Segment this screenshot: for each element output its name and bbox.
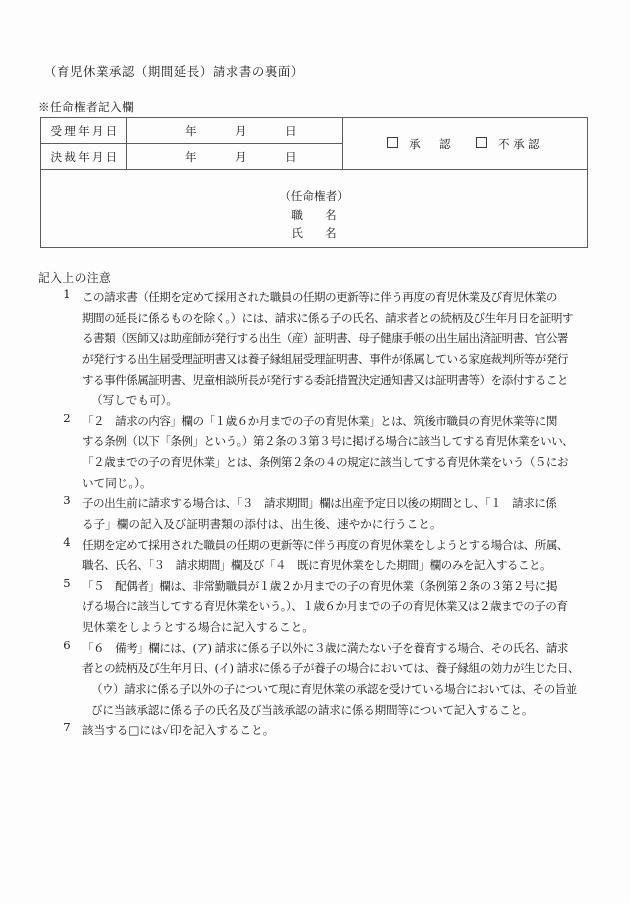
note-body [38, 287, 606, 411]
note-line: 「６ 備考」欄には、(ア) 請求に係る子以外に３歳に満たない子を養育する場合、その氏名、請求 [82, 640, 568, 655]
approval-decision-cell [343, 118, 588, 170]
note-body [38, 638, 606, 721]
notes-heading: 記入上の注意 [38, 271, 112, 285]
decision-day-unit: 日 [285, 149, 297, 164]
note-item [38, 411, 606, 494]
note-line: 任期を定めて採用された職員の任期の更新等に伴う再度の育児休業をしようとする場合は、所属、 [82, 537, 568, 552]
decision-year-unit: 年 [185, 149, 197, 164]
note-body [38, 576, 606, 638]
note-number: 4 [63, 534, 71, 549]
note-line: する事件係属証明書、児童相談所長が発行する委託措置決定通知書又は証明書等）を添付すること [82, 372, 568, 387]
receipt-date-label: 受理年月日 [41, 118, 127, 144]
approve-label: 承 認 [409, 136, 454, 151]
note-line: 期間の延長に係るものを除く。）には、請求に係る子の氏名、請求者との続柄及び生年月日を証明す [82, 310, 573, 325]
note-number: 6 [63, 637, 71, 652]
note-item [38, 535, 606, 576]
receipt-day-unit: 日 [285, 123, 297, 138]
note-line: びに当該承認に係る子の氏名及び当該承認の請求に係る期間等について記入すること。 [91, 702, 534, 717]
table-row-signature [41, 170, 588, 248]
table-row-receipt-date [41, 118, 588, 144]
decision-date-label: 決裁年月日 [41, 144, 127, 170]
post-value: 名 [325, 207, 337, 222]
note-number: 1 [63, 287, 71, 301]
note-line: げる場合に該当してする育児休業をいう。）、１歳６か月までの子の育児休業又は２歳までの子の育 [82, 599, 568, 614]
note-number: 2 [63, 410, 71, 425]
note-line: が発行する出生届受理証明書又は養子縁組届受理証明書、事件が係属している家庭裁判所等が発行 [82, 351, 568, 366]
post-name-row [41, 206, 587, 225]
note-number: 7 [63, 720, 71, 735]
note-line: 児休業をしようとする場合に記入すること。 [82, 620, 314, 634]
note-body [38, 493, 606, 534]
note-number: 5 [63, 575, 71, 590]
notes-list [38, 287, 606, 741]
decision-date-field[interactable] [127, 144, 343, 170]
note-line: 者との続柄及び生年月日、(イ) 請求に係る子が養子の場合においては、養子縁組の効力が生じた日、 [82, 661, 580, 676]
person-name-row [41, 224, 587, 243]
note-line: （ウ）請求に係る子以外の子について現に育児休業の承認を受けている場合においては、その旨並 [91, 681, 577, 696]
note-item [38, 287, 606, 411]
note-body [38, 535, 606, 576]
note-line: 「５ 配偶者」欄は、非常勤職員が１歳２か月までの子の育児休業（条例第２条の３第２号に掲 [82, 578, 557, 593]
note-line: 職名、氏名、「３ 請求期間」欄及び「４ 既に育児休業をした期間」欄のみを記入すること。 [82, 558, 552, 573]
name-value: 名 [325, 226, 337, 241]
appointer-signature-cell[interactable] [41, 170, 588, 248]
receipt-date-field[interactable] [127, 118, 343, 144]
note-line: 子の出生前に請求する場合は、「３ 請求期間」欄は出産予定日以後の期間とし、「１ 請求に係 [82, 496, 557, 511]
note-line: 「２ 請求の内容」欄の「１歳６か月までの子の育児休業」とは、筑後市職員の育児休業等に関 [82, 413, 557, 428]
note-item [38, 720, 606, 741]
note-line: （写しでも可）。 [91, 393, 178, 408]
note-line: る書類（医師又は助産師が発行する出生（産）証明書、母子健康手帳の出生届出済証明書、官公署 [82, 331, 568, 346]
reject-checkbox[interactable] [476, 137, 487, 148]
page-title: （育児休業承認（期間延長）請求書の裏面） [44, 64, 304, 79]
receipt-year-unit: 年 [185, 123, 197, 138]
approval-table [40, 117, 588, 248]
note-item [38, 493, 606, 534]
note-line: 「２歳までの子の育児休業」とは、条例第２条の４の規定に該当してする育児休業をいう（５にお [82, 455, 568, 469]
note-line: この請求書（任期を定めて採用された職員の任期の更新等に伴う再度の育児休業及び育児休業の [82, 290, 557, 304]
note-line: る子」欄の記入及び証明書類の添付は、出生後、速やかに行うこと。 [82, 516, 442, 531]
receipt-month-unit: 月 [235, 123, 247, 138]
note-line: 該当する□には✓印を記入すること。 [82, 723, 275, 738]
note-item [38, 576, 606, 638]
note-item [38, 638, 606, 721]
note-body [38, 411, 606, 494]
decision-month-unit: 月 [235, 149, 247, 164]
note-body [38, 720, 606, 741]
note-number: 3 [63, 493, 71, 508]
appointer-heading: （任命権者） [279, 188, 349, 203]
section-label-appointer-entry: ※任命権者記入欄 [38, 100, 134, 114]
note-line: いて同じ。）。 [82, 475, 152, 490]
reject-label: 不承認 [498, 136, 543, 151]
approve-checkbox[interactable] [387, 137, 398, 148]
name-label: 氏 [291, 226, 303, 241]
post-label: 職 [291, 207, 303, 222]
note-line: する条例（以下「条例」という。）第２条の３第３号に掲げる場合に該当してする育児休業をいい、 [82, 434, 574, 449]
